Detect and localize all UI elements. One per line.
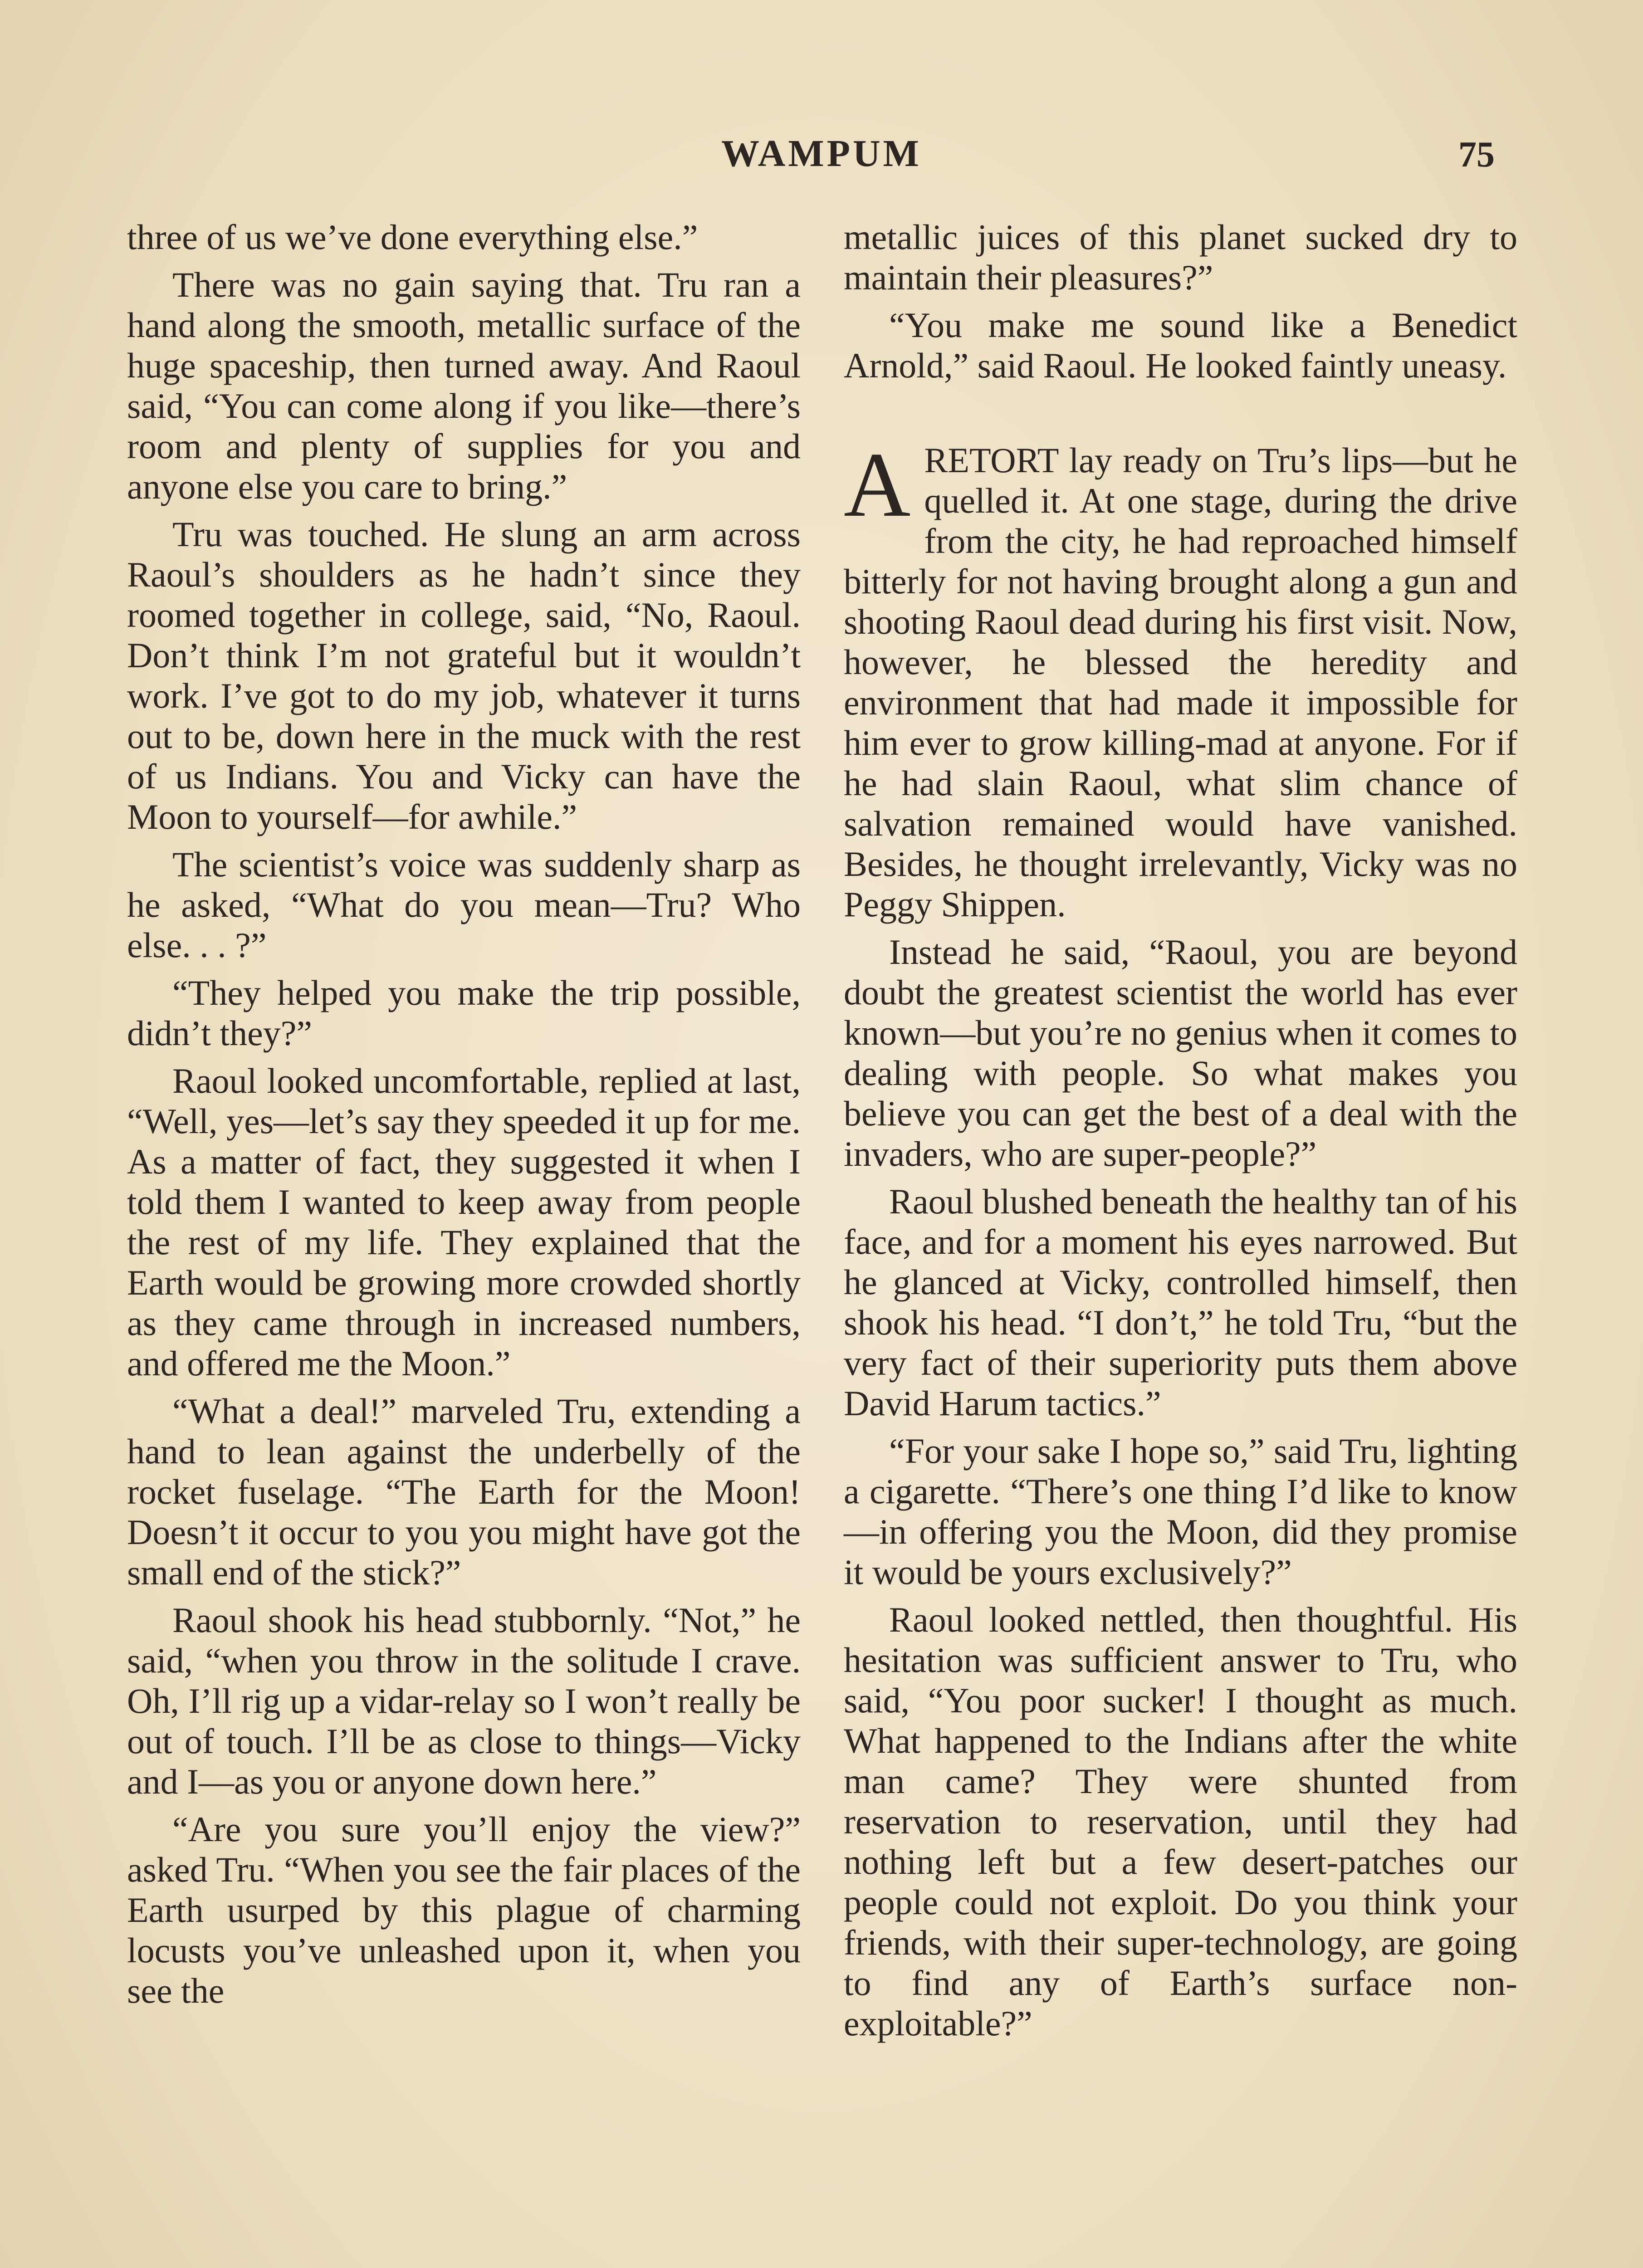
paragraph [844,1599,1517,2043]
paragraph [127,1061,801,1383]
right-text-column [844,217,1517,2051]
paragraph-text: three of us we’ve done everything else.” [127,217,698,257]
paragraph-text: There was no gain saying that. Tru ran a hand along the smooth, metallic surface of the huge spaceship, then turned away. And Raoul said, “You can come along if you like—there’s room and plenty of supplies for you and anyone else you care to bring.” [127,265,801,506]
paragraph [127,1391,801,1593]
paragraph [844,1181,1517,1423]
paragraph-text: “They helped you make the trip possible, didn’t they?” [127,973,801,1053]
left-text-column [127,217,801,2018]
paragraph-text: “You make me sound like a Benedict Arnold,” said Raoul. He looked faintly uneasy. [844,305,1517,385]
paragraph-text: “What a deal!” marveled Tru, extending a hand to lean against the underbelly of the rocket fuselage. “The Earth for the Moon! Doesn’t it occur to you you might have got the small end of the stick?” [127,1391,801,1592]
paragraph-text: RETORT lay ready on Tru’s lips—but he quelled it. At one stage, during the drive from the city, he had reproached himself bitterly for not having brought along a gun and shooting Raoul dead during his first visit. Now, however, he blessed the heredity and environment that had made it impossible for him ever to grow killing-mad at anyone. For if he had slain Raoul, what slim chance of salvation remained would have vanished. Besides, he thought irrelevantly, Vicky was no Peggy Shippen. [844,440,1517,924]
paragraph [127,1600,801,1802]
paragraph-text: The scientist’s voice was suddenly sharp as he asked, “What do you mean—Tru? Who else. . . ?” [127,845,801,965]
paragraph [844,305,1517,386]
paragraph [127,514,801,837]
paragraph [844,932,1517,1174]
paragraph [127,217,801,257]
paragraph-text: Raoul looked nettled, then thoughtful. His hesitation was sufficient answer to Tru, who said, “You poor sucker! I thought as much. What happened to the Indians after the white man came? They were shunted from reservation to reservation, until they had nothing left but a few desert-patches our people could not exploit. Do you think your friends, with their super-technology, are going to find any of Earth’s surface non-exploitable?” [844,1600,1517,2043]
drop-cap: A [844,434,911,536]
paragraph [127,973,801,1053]
paragraph-text: Instead he said, “Raoul, you are beyond doubt the greatest scientist the world has ever known—but you’re no genius when it comes to dealing with people. So what makes you believe you can get the best of a deal with the invaders, who are super-people?” [844,932,1517,1173]
paragraph-text: metallic juices of this planet sucked dry to maintain their pleasures?” [844,217,1517,297]
paragraph-text: Tru was touched. He slung an arm across Raoul’s shoulders as he hadn’t since they roomed together in college, said, “No, Raoul. Don’t think I’m not grateful but it wouldn’t work. I’ve got to do my job, whatever it turns out to be, down here in the muck with the rest of us Indians. You and Vicky can have the Moon to yourself—for awhile.” [127,514,801,836]
paragraph-text: Raoul blushed beneath the healthy tan of his face, and for a moment his eyes narrowed. But he glanced at Vicky, controlled himself, then shook his head. “I don’t,” he told Tru, “but the very fact of their superiority puts them above David Harum tactics.” [844,1182,1517,1423]
paragraph-text: Raoul looked uncomfortable, replied at last, “Well, yes—let’s say they speeded it up for me. As a matter of fact, they suggested it when I told them I wanted to keep away from people the rest of my life. They explained that the Earth would be growing more crowded shortly as they came through in increased numbers, and offered me the Moon.” [127,1061,801,1383]
paragraph [844,217,1517,298]
paragraph-text: “Are you sure you’ll enjoy the view?” asked Tru. “When you see the fair places of the Earth usurped by this plague of charming locusts you’ve unleashed upon it, when you see the [127,1809,801,2010]
paragraph-text: “For your sake I hope so,” said Tru, lighting a cigarette. “There’s one thing I’d like to know—in offering you the Moon, did they promise it would be yours exclusively?” [844,1431,1517,1592]
paragraph [127,844,801,965]
paragraph [844,434,1517,924]
paragraph-text: Raoul shook his head stubbornly. “Not,” he said, “when you throw in the solitude I crave. Oh, I’ll rig up a vidar-relay so I won’t really be out of touch. I’ll be as close to things—Vicky and I—as you or anyone down here.” [127,1600,801,1801]
paragraph [127,1809,801,2011]
running-title: WAMPUM [721,132,922,175]
paragraph [844,1431,1517,1592]
paragraph [127,264,801,507]
page-number: 75 [1458,135,1495,175]
